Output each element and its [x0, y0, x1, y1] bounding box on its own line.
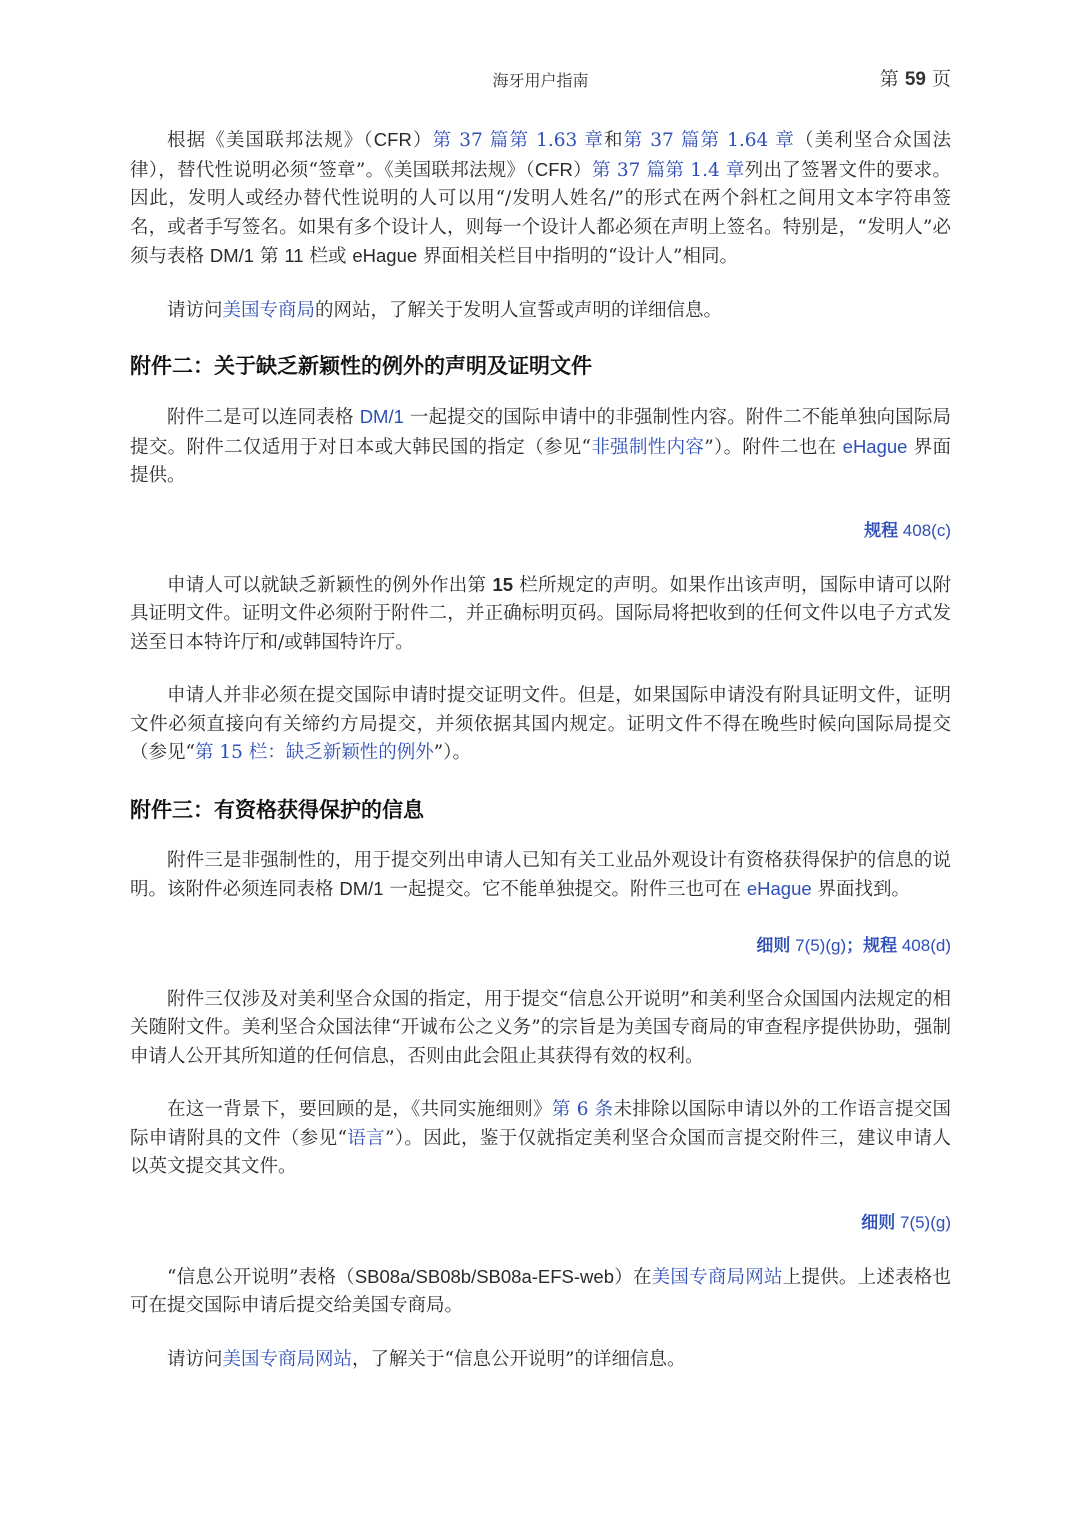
link-cfr-1-64[interactable]: 第 37 篇第 1.64 章	[623, 130, 795, 151]
paragraph-working-language: 在这一背景下，要回顾的是，《共同实施细则》第 6 条未排除以国际申请以外的工作语言提交国际申请附具的文件（参见“语言”）。因此，鉴于仅就指定美利坚合众国而言提交附件三，建议申请人以英文提交其文件。	[130, 1099, 951, 1177]
link-form-dm1[interactable]: DM/1	[359, 406, 404, 427]
page-content	[130, 126, 951, 1374]
link-cfr-1-4[interactable]: 第 37 篇第 1.4 章	[591, 159, 745, 181]
paragraph-annex-3-intro: 附件三是非强制性的，用于提交列出申请人已知有关工业品外观设计有资格获得保护的信息的说明。该附件必须连同表格 DM/1 一起提交。它不能单独提交。附件三也可在 eHague 界面找到。	[130, 849, 951, 900]
reference-rule-7-5-g-instruction-408d[interactable]: 细则 7(5)(g)；规程 408(d)	[756, 935, 951, 956]
link-rule-6[interactable]: 第 6 条	[551, 1099, 614, 1120]
link-uspto-website[interactable]: 美国专商局网站	[651, 1266, 783, 1288]
link-optional-contents[interactable]: 非强制性内容	[591, 436, 705, 458]
paragraph-visit-uspto: 请访问美国专商局的网站，了解关于发明人宣誓或声明的详细信息。	[167, 299, 723, 321]
paragraph-ids-forms: “信息公开说明”表格（SB08a/SB08b/SB08a-EFS-web）在美国专商局网站上提供。上述表格也可在提交国际申请后提交给美国专商局。	[130, 1265, 951, 1316]
paragraph-information-disclosure: 附件三仅涉及对美利坚合众国的指定，用于提交“信息公开说明”和美利坚合众国国内法规定的相关随附文件。美利坚合众国法律“开诚布公之义务”的宗旨是为美国专商局的审查程序提供协助，强制申请人公开其所知道的任何信息，否则由此会阻止其获得有效的权利。	[130, 988, 951, 1067]
paragraph-signature-requirements: 根据《美国联邦法规》（CFR）第 37 篇第 1.63 章和第 37 篇第 1.64 章（美利坚合众国法律），替代性说明必须“签章”。《美国联邦法规》（CFR）第 37 篇第 1.4 章列出了签署文件的要求。因此，发明人或经办替代性说明的人可以用“/发明人姓名/”的形式在两个斜杠之间用文本字符串签名，或者手写签名。如果有多个设计人，则每一个设计人都必须在声明上签名。特别是，“发明人”必须与表格 DM/1 第 11 栏或 eHague 界面相关栏目中指明的“设计人”相同。	[130, 129, 951, 267]
link-item-15[interactable]: 第 15 栏：缺乏新颖性的例外	[194, 742, 434, 763]
link-ehague[interactable]: eHague	[842, 435, 908, 457]
page-header	[130, 64, 951, 92]
link-cfr-1-63[interactable]: 第 37 篇第 1.63 章	[432, 130, 604, 151]
paragraph-annex-2-intro: 附件二是可以连同表格 DM/1 一起提交的国际申请中的非强制性内容。附件二不能单独向国际局提交。附件二仅适用于对日本或大韩民国的指定（参见“非强制性内容”）。附件二也在 eHague 界面提供。	[130, 406, 951, 486]
paragraph-supporting-documents: 申请人并非必须在提交国际申请时提交证明文件。但是，如果国际申请没有附具证明文件，证明文件必须直接向有关缔约方局提交，并须依据其国内规定。证明文件不得在晚些时候向国际局提交（参见“第 15 栏：缺乏新颖性的例外”）。	[130, 685, 951, 763]
running-title: 海牙用户指南	[492, 71, 589, 90]
link-ehague-annex-3[interactable]: eHague	[746, 878, 812, 899]
reference-rule-7-5-g[interactable]: 细则 7(5)(g)	[861, 1212, 951, 1233]
link-language[interactable]: 语言	[346, 1127, 385, 1149]
reference-instruction-408c[interactable]: 规程 408(c)	[864, 520, 951, 541]
page-number: 第 59 页	[879, 68, 951, 90]
section-heading-annex-2: 附件二：关于缺乏新颖性的例外的声明及证明文件	[130, 353, 592, 378]
link-uspto-website-ids[interactable]: 美国专商局网站	[222, 1348, 353, 1370]
section-heading-annex-3: 附件三：有资格获得保护的信息	[130, 796, 424, 822]
link-uspto[interactable]: 美国专商局	[222, 299, 316, 321]
paragraph-novelty-declaration: 申请人可以就缺乏新颖性的例外作出第 15 栏所规定的声明。如果作出该声明，国际申请可以附具证明文件。证明文件必须附于附件二，并正确标明页码。国际局将把收到的任何文件以电子方式发送至日本特许厅和/或韩国特许厅。	[130, 573, 951, 653]
paragraph-visit-uspto-ids: 请访问美国专商局网站，了解关于“信息公开说明”的详细信息。	[167, 1348, 686, 1370]
